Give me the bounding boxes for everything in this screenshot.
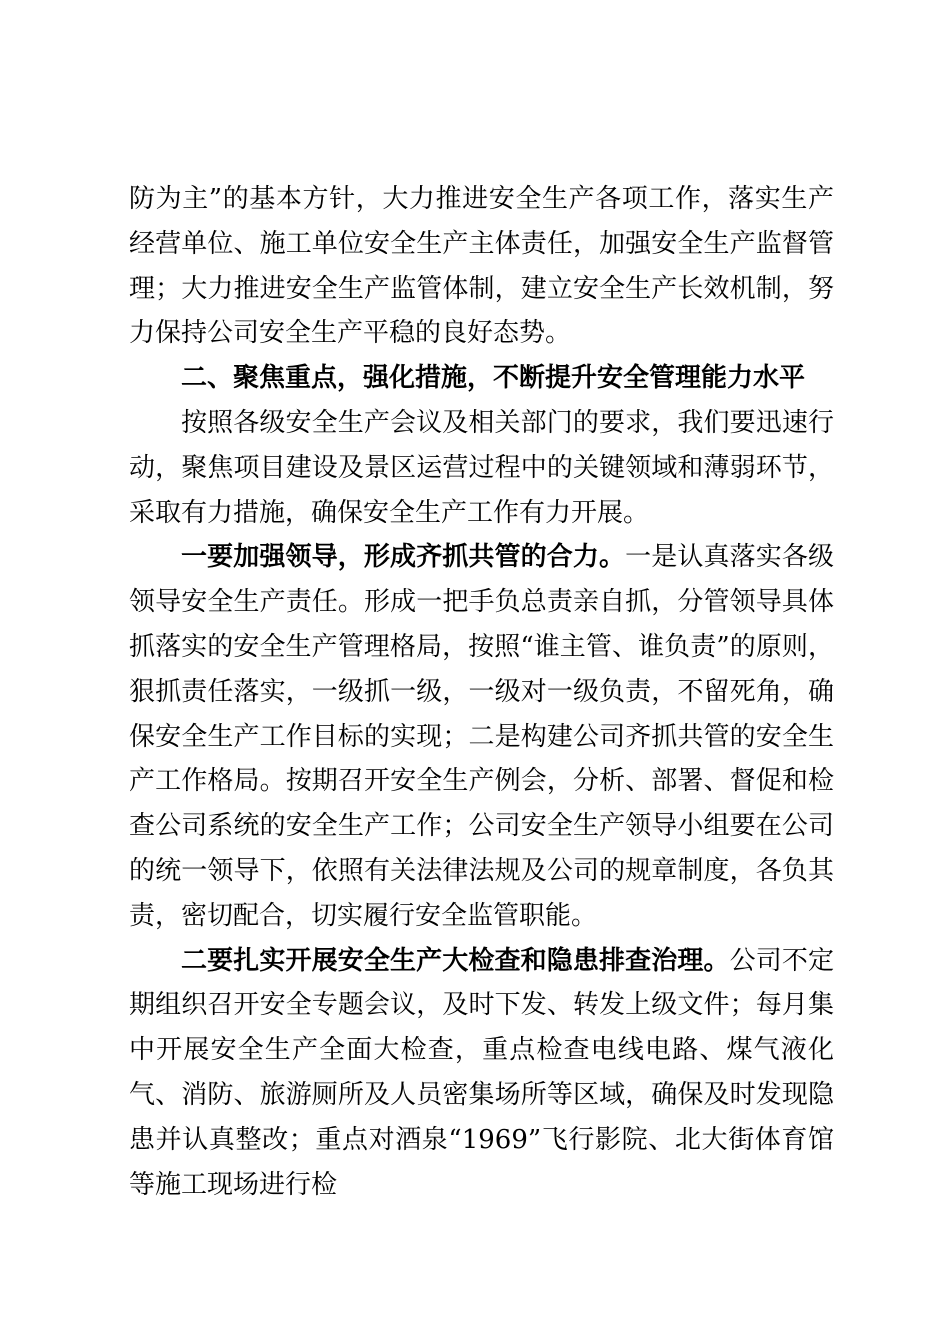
paragraph-text: 一是认真落实各级领导安全生产责任。形成一把手负总责亲自抓，分管领导具体抓落实的安全生产管理格局，按照“谁主管、谁负责”的原则，狠抓责任落实，一级抓一级，一级对一级负责，不留死角，确保安全生产工作目标的实现；二是构建公司齐抓共管的安全生产工作格局。按期召开安全生产例会，分析、部署、督促和检查公司系统的安全生产工作；公司安全生产领导小组要在公司的统一领导下，依照有关法律法规及公司的规章制度，各负其责，密切配合，切实履行安全监管职能。 [129, 542, 834, 931]
paragraph-lead: 二要扎实开展安全生产大检查和隐患排查治理。 [181, 945, 730, 976]
paragraph-text: 公司不定期组织召开安全专题会议，及时下发、转发上级文件；每月集中开展安全生产全面大检查，重点检查电线电路、煤气液化气、消防、旅游厕所及人员密集场所等区域，确保及时发现隐患并认真整改；重点对酒泉“1969”飞行影院、北大街体育馆等施工现场进行检 [129, 945, 834, 1200]
document-body [129, 177, 834, 1207]
paragraph-text: 按照各级安全生产会议及相关部门的要求，我们要迅速行动，聚焦项目建设及景区运营过程中的关键领域和薄弱环节，采取有力措施，确保安全生产工作有力开展。 [129, 407, 834, 528]
paragraph-lead: 一要加强领导，形成齐抓共管的合力。 [181, 542, 626, 573]
paragraph-leadership [129, 535, 834, 938]
paragraph-continuation [129, 177, 834, 356]
section-heading [129, 356, 834, 401]
paragraph-intro [129, 401, 834, 535]
paragraph-inspection [129, 939, 834, 1208]
paragraph-text: 防为主”的基本方针，大力推进安全生产各项工作，落实生产经营单位、施工单位安全生产主体责任，加强安全生产监督管理；大力推进安全生产监管体制，建立安全生产长效机制，努力保持公司安全生产平稳的良好态势。 [129, 184, 834, 349]
section-heading-text: 二、聚焦重点，强化措施，不断提升安全管理能力水平 [181, 363, 806, 394]
